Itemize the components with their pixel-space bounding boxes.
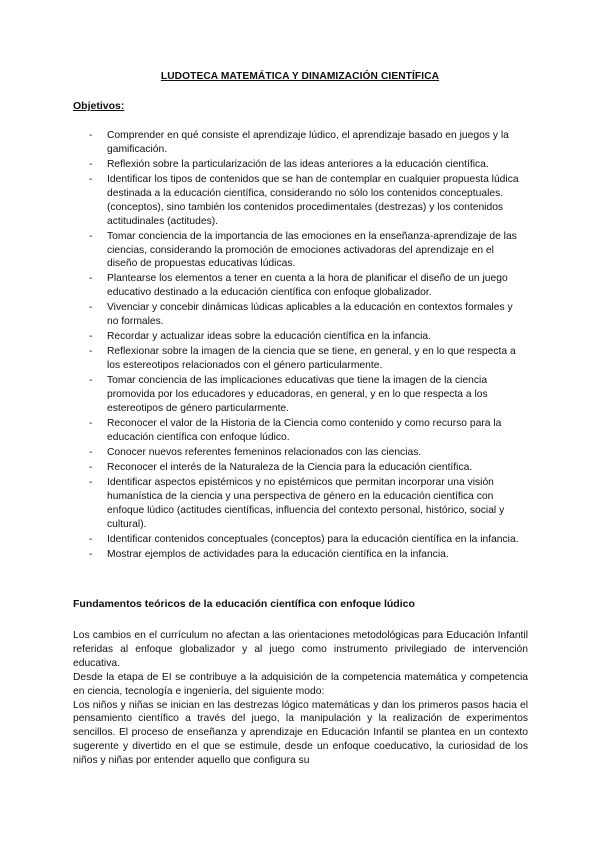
body-text: [73, 629, 528, 768]
list-item-text: Mostrar ejemplos de actividades para la educación científica en la infancia.: [107, 548, 449, 560]
bullet-dash: -: [89, 375, 93, 387]
list-item: [73, 230, 525, 272]
paragraph: Los niños y niñas se inician en las destrezas lógico matemáticas y dan los primeros pasos hacia el pensamiento científico a través del juego, la manipulación y la realización de experimentos sencillos. El proceso de enseñanza y aprendizaje en Educación Infantil se plantea en un contexto sugerente y divertido en el que se estimule, desde un enfoque coeducativo, la curiosidad de los niños y niñas por entender aquello que configura su: [73, 699, 528, 767]
list-item: [73, 129, 525, 157]
list-item: [73, 330, 525, 344]
list-item: [73, 345, 525, 373]
list-item: [73, 173, 525, 229]
bullet-dash: -: [89, 302, 93, 314]
bullet-dash: -: [89, 476, 93, 488]
list-item-text: Vivenciar y concebir dinámicas lúdicas aplicables a la educación en contextos formales y no formales.: [107, 302, 513, 328]
list-item-text: Identificar los tipos de contenidos que se han de contemplar en cualquier propuesta lúdica destinada a la educación científica, considerando no sólo los contenidos conceptuales. (conceptos), sino también los contenidos procedimentales (destrezas) y los contenidos actitudinales (actitudes).: [107, 173, 519, 227]
list-item-text: Comprender en qué consiste el aprendizaje lúdico, el aprendizaje basado en juegos y la gamificación.: [107, 130, 509, 155]
list-item: [73, 301, 525, 329]
bullet-dash: -: [89, 158, 93, 170]
list-item-text: Conocer nuevos referentes femeninos relacionados con las ciencias.: [107, 446, 422, 458]
list-item-text: Reconocer el interés de la Naturaleza de la Ciencia para la educación científica.: [107, 461, 473, 473]
bullet-dash: -: [89, 273, 93, 285]
list-item-text: Reflexionar sobre la imagen de la ciencia que se tiene, en general, y en lo que respecta a los estereotipos relacionados con el género particularmente.: [107, 346, 516, 372]
bullet-dash: -: [89, 346, 93, 358]
list-item-text: Plantearse los elementos a tener en cuenta a la hora de planificar el diseño de un juego educativo destinado a la educación científica con enfoque globalizador.: [107, 273, 508, 299]
list-item: [73, 158, 525, 172]
list-item: [73, 446, 525, 460]
bullet-dash: -: [89, 417, 93, 429]
list-item: [73, 417, 525, 445]
list-item: [73, 476, 525, 532]
paragraph: Los cambios en el currículum no afectan a las orientaciones metodológicas para Educación Infantil referidas al enfoque globalizador y al juego como instrumento privilegiado de intervención educativa.: [73, 630, 528, 669]
list-item-text: Tomar conciencia de las implicaciones educativas que tiene la imagen de la ciencia promovida por los educadores y educadoras, en general, y en lo que respecta a los estereotipos de género particularmente.: [107, 375, 488, 414]
bullet-dash: -: [89, 130, 93, 141]
bullet-dash: -: [89, 461, 93, 473]
list-item-text: Reconocer el valor de la Historia de la Ciencia como contenido y como recurso para la educación científica con enfoque lúdico.: [107, 417, 502, 443]
bullet-dash: -: [89, 533, 93, 545]
objectives-heading: Objetivos:: [73, 100, 125, 112]
bullet-dash: -: [89, 173, 93, 185]
bullet-dash: -: [89, 331, 93, 343]
list-item: [73, 533, 525, 547]
list-item: [73, 548, 525, 562]
bullet-dash: -: [89, 446, 93, 458]
list-item-text: Identificar aspectos epistémicos y no epistémicos que permitan incorporar una visión humanística de la ciencia y una perspectiva de género en la educación científica con enfoque lúdico (actitudes científicas, influencia del contexto personal, histórico, social y cultural).: [107, 476, 505, 530]
document-title: LUDOTECA MATEMÁTICA Y DINAMIZACIÓN CIENTÍFICA: [160, 71, 440, 82]
section-heading: Fundamentos teóricos de la educación científica con enfoque lúdico: [73, 598, 415, 610]
list-item-text: Reflexión sobre la particularización de las ideas anteriores a la educación científica.: [107, 158, 489, 170]
list-item: [73, 272, 525, 300]
list-item: [73, 461, 525, 475]
list-item-text: Recordar y actualizar ideas sobre la educación científica en la infancia.: [107, 331, 431, 343]
paragraph: Desde la etapa de EI se contribuye a la adquisición de la competencia matemática y competencia en ciencia, tecnología e ingeniería, del siguiente modo:: [73, 671, 528, 697]
list-item: [73, 374, 525, 416]
list-item-text: Identificar contenidos conceptuales (conceptos) para la educación científica en la infancia.: [107, 533, 519, 545]
list-item-text: Tomar conciencia de la importancia de las emociones en la enseñanza-aprendizaje de las ciencias, considerando la promoción de emociones activadoras del aprendizaje en el diseño de propuestas educativas lúdicas.: [107, 230, 517, 270]
bullet-dash: -: [89, 548, 93, 560]
bullet-dash: -: [89, 230, 93, 242]
objectives-list: [73, 129, 525, 563]
